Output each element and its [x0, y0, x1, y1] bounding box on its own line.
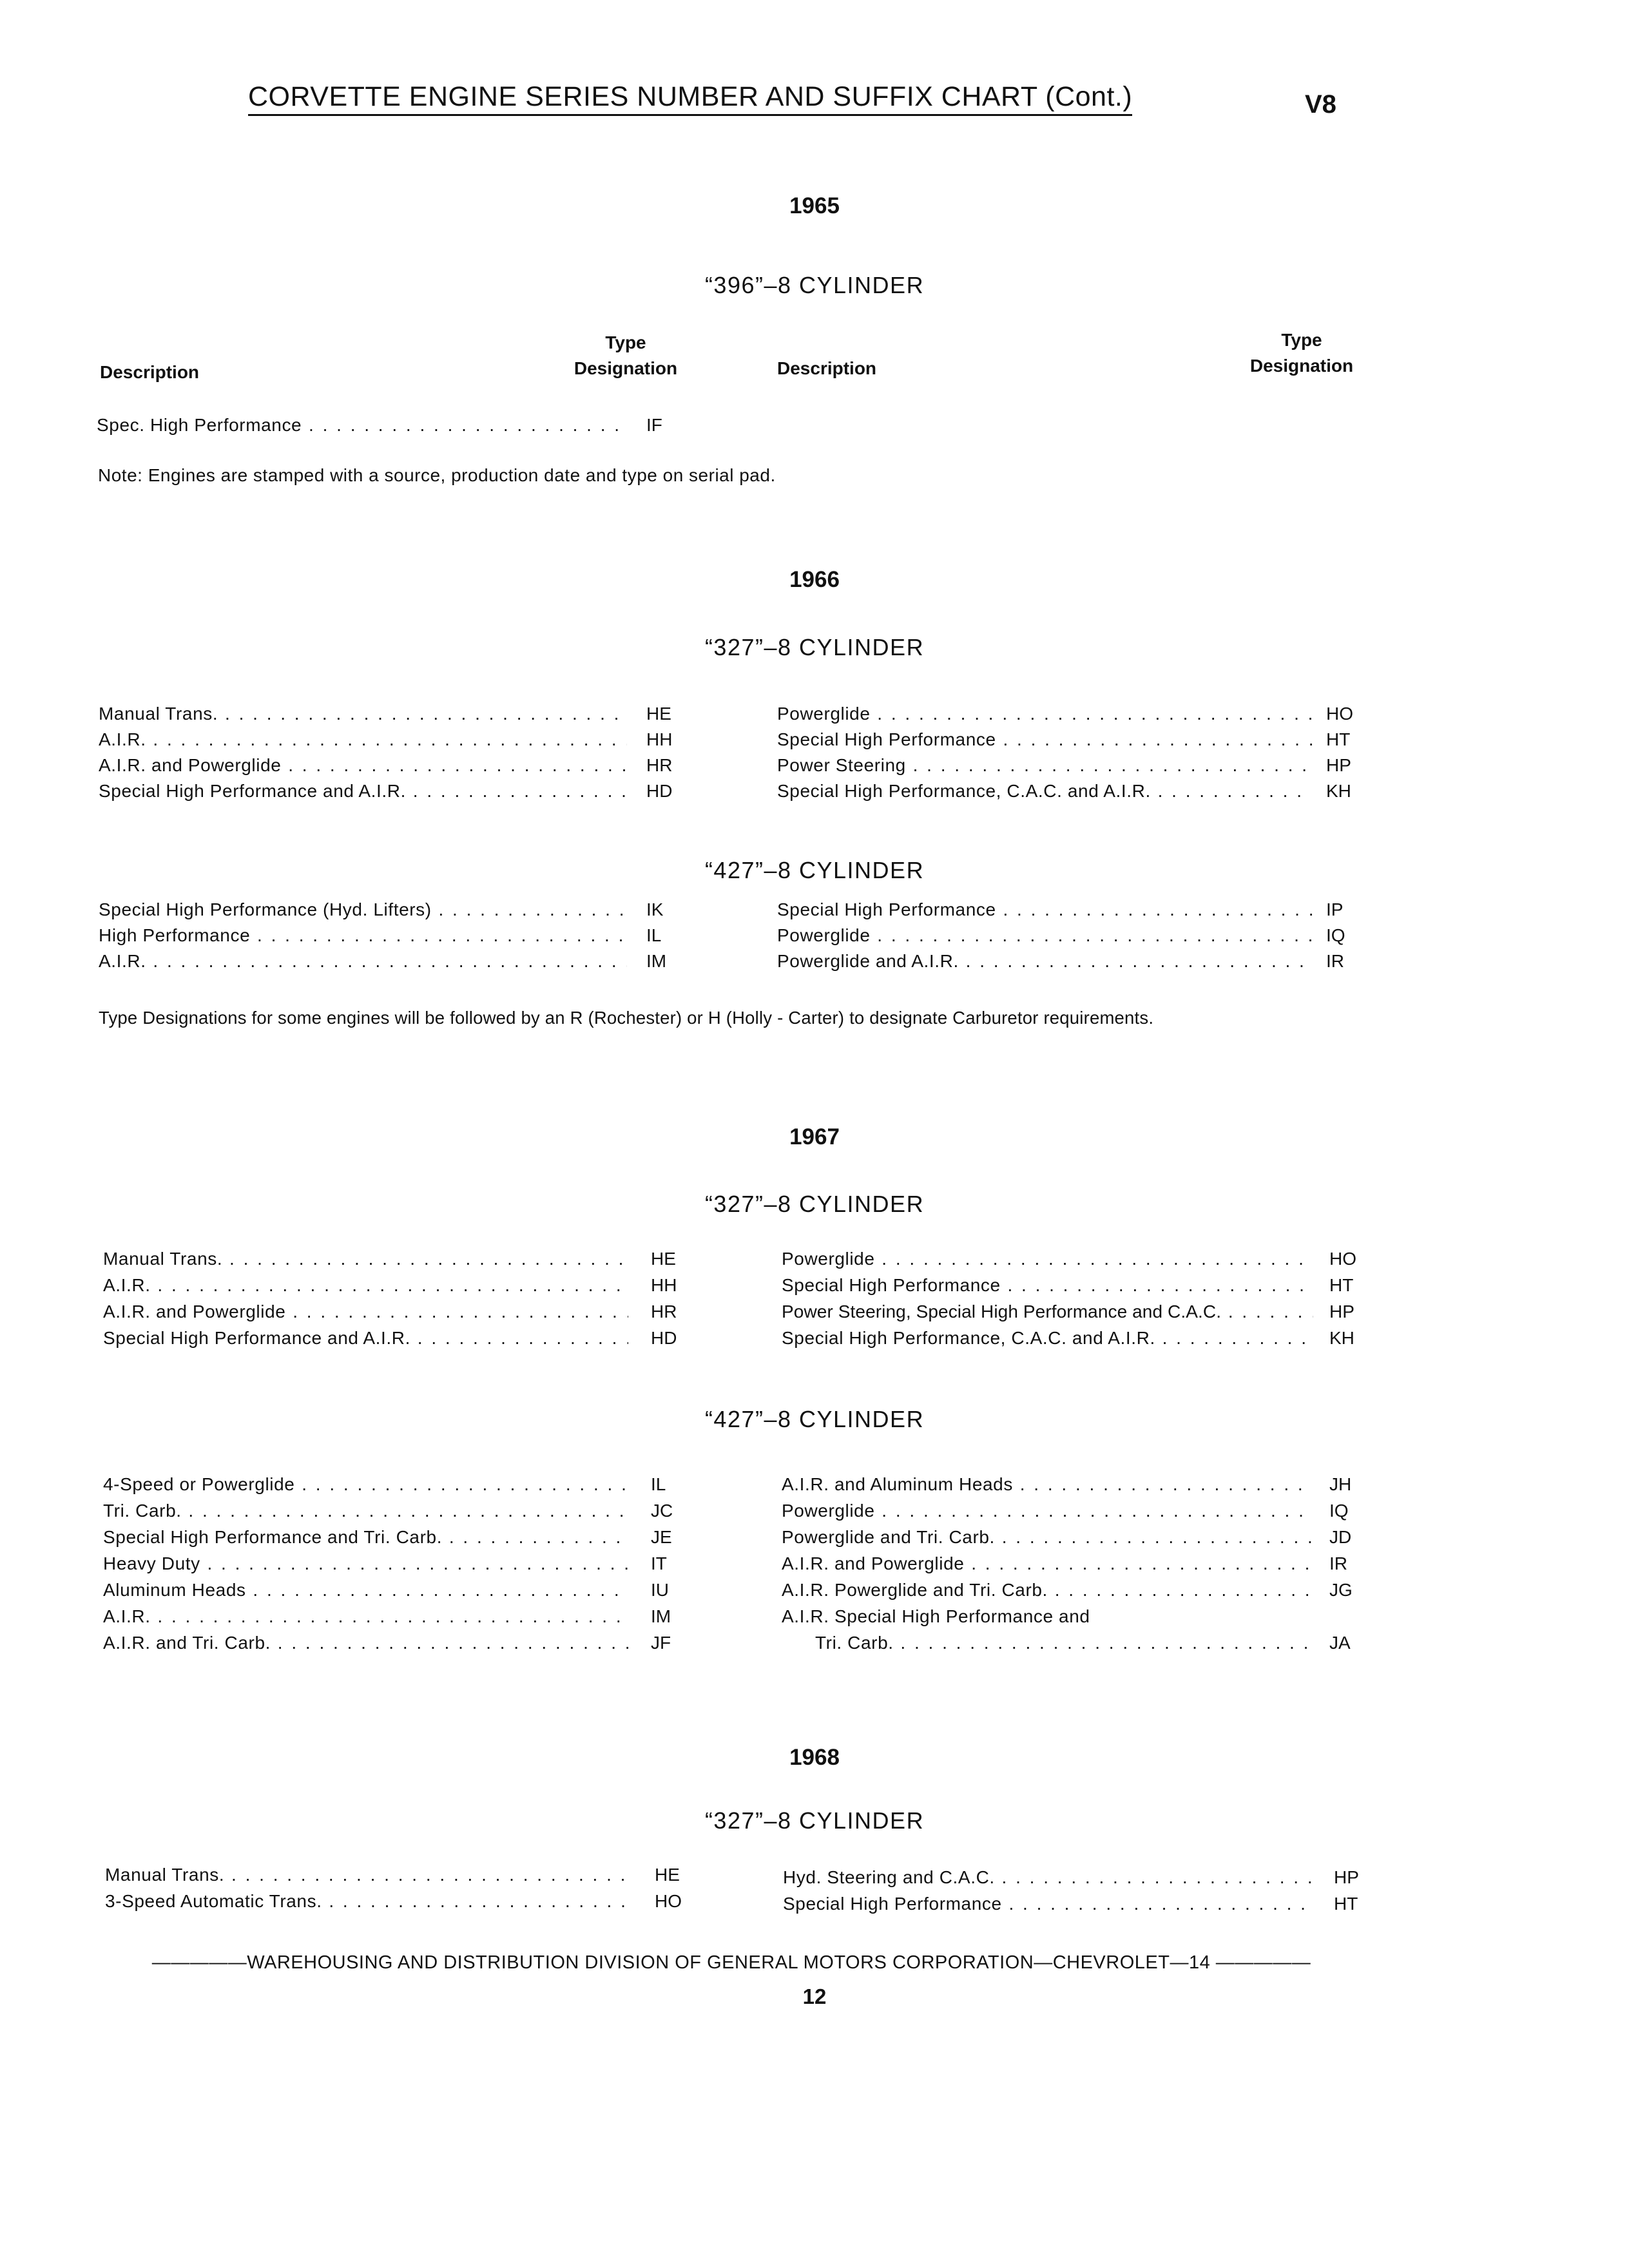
engine-description: A.I.R. and Tri. Carb. . . .	[103, 1630, 628, 1656]
engine-description: A.I.R. and Powerglide . . .	[103, 1299, 628, 1325]
type-designation: IM	[651, 1606, 671, 1626]
engine-row	[103, 1498, 683, 1524]
engine-row	[782, 1524, 1374, 1550]
type-designation: HP	[1326, 755, 1351, 775]
type-designation: HR	[651, 1302, 677, 1321]
engine-description: Powerglide . . .	[777, 701, 1312, 727]
engine-row	[782, 1325, 1374, 1351]
engine-description: Special High Performance and A.I.R. . . .	[99, 778, 627, 804]
type-designation: IL	[651, 1474, 666, 1494]
engine-type-label: V8	[1305, 90, 1336, 119]
engine-description: Hyd. Steering and C.A.C. . . .	[783, 1865, 1315, 1890]
engine-description: A.I.R. . . .	[103, 1273, 628, 1298]
type-designation: JE	[651, 1527, 672, 1547]
type-designation: JF	[651, 1633, 671, 1653]
type-designation: IQ	[1326, 925, 1345, 945]
type-designation: HO	[1326, 704, 1353, 724]
engine-row	[99, 897, 679, 923]
engine-row	[99, 701, 679, 727]
engine-description: Powerglide . . .	[782, 1498, 1313, 1524]
type-designation: HE	[646, 704, 671, 724]
engine-row	[103, 1630, 683, 1656]
engine-description: Tri. Carb. . . .	[815, 1630, 1313, 1656]
type-designation: HH	[651, 1275, 677, 1295]
engine-row	[103, 1472, 683, 1497]
engine-description: Special High Performance, C.A.C. and A.I.R. . . .	[782, 1325, 1313, 1351]
col-header-type-right-1: Type	[1281, 330, 1322, 350]
type-designation: KH	[1326, 781, 1351, 801]
engine-row	[777, 897, 1370, 923]
engine-description: A.I.R. and Powerglide . . .	[99, 753, 627, 778]
engine-description: A.I.R. . . .	[99, 727, 627, 753]
type-designation: HP	[1334, 1867, 1359, 1887]
engine-row	[99, 727, 679, 753]
type-designation: HD	[646, 781, 673, 801]
engine-description: Manual Trans. . . .	[105, 1862, 630, 1888]
type-designation: HO	[1329, 1249, 1356, 1269]
col-header-description-right: Description	[777, 358, 877, 378]
engine-row	[782, 1577, 1374, 1603]
engine-description: Special High Performance and Tri. Carb. . . .	[103, 1524, 628, 1550]
engine-description: High Performance . . .	[99, 923, 627, 948]
type-designation: HO	[655, 1891, 682, 1911]
type-designation: HE	[655, 1865, 680, 1885]
engine-row	[103, 1551, 683, 1577]
cylinder-427-1967-heading: “427”–8 CYLINDER	[704, 1406, 925, 1432]
engine-description: Aluminum Heads . . .	[103, 1577, 628, 1603]
type-designation: HP	[1329, 1302, 1354, 1321]
year-1967-heading: 1967	[789, 1124, 840, 1149]
engine-row	[777, 727, 1370, 753]
engine-row	[782, 1498, 1374, 1524]
type-designation: JH	[1329, 1474, 1352, 1494]
engine-description: A.I.R. . . .	[103, 1604, 628, 1629]
engine-description: Special High Performance and A.I.R. . . .	[103, 1325, 628, 1351]
type-designation: JD	[1329, 1527, 1352, 1547]
engine-row	[782, 1246, 1374, 1272]
type-designation: IT	[651, 1553, 667, 1573]
engine-row	[782, 1472, 1374, 1497]
cylinder-327-1968-heading: “327”–8 CYLINDER	[704, 1807, 925, 1834]
engine-row	[103, 1577, 683, 1603]
engine-row	[782, 1604, 1374, 1629]
type-designation: IF	[646, 415, 662, 435]
type-designation: IK	[646, 899, 664, 919]
type-designation: JC	[651, 1501, 673, 1521]
type-designation: HT	[1329, 1275, 1354, 1295]
cylinder-327-1967-heading: “327”–8 CYLINDER	[704, 1191, 925, 1217]
note-1966: Type Designations for some engines will be followed by an R (Rochester) or H (Holly - Carter) to designate Carburetor requirements.	[99, 1008, 1154, 1028]
engine-row	[99, 923, 679, 948]
year-1968-heading: 1968	[789, 1745, 840, 1770]
engine-description: Heavy Duty . . .	[103, 1551, 628, 1577]
type-designation: JA	[1329, 1633, 1351, 1653]
type-designation: IP	[1326, 899, 1344, 919]
engine-description: Manual Trans. . . .	[103, 1246, 628, 1272]
year-1965-heading: 1965	[789, 193, 840, 218]
engine-description: Special High Performance (Hyd. Lifters) . . .	[99, 897, 627, 923]
cylinder-327-1966-heading: “327”–8 CYLINDER	[704, 634, 925, 660]
engine-row	[782, 1630, 1374, 1656]
engine-row	[105, 1888, 685, 1914]
engine-row	[782, 1273, 1374, 1298]
type-designation: IL	[646, 925, 662, 945]
engine-description: Powerglide and A.I.R. . . .	[777, 948, 1312, 974]
engine-row	[777, 948, 1370, 974]
engine-description: A.I.R. and Aluminum Heads . . .	[782, 1472, 1313, 1497]
engine-description: A.I.R. and Powerglide . . .	[782, 1551, 1313, 1577]
engine-description: Powerglide and Tri. Carb. . . .	[782, 1524, 1313, 1550]
engine-description: Power Steering, Special High Performance and C.A.C. . . .	[782, 1299, 1313, 1325]
type-designation: JG	[1329, 1580, 1353, 1600]
engine-row	[782, 1551, 1374, 1577]
engine-row	[777, 923, 1370, 948]
engine-description: Spec. High Performance . . .	[97, 412, 625, 438]
type-designation: IU	[651, 1580, 669, 1600]
engine-row	[777, 753, 1370, 778]
col-header-type-right-2: Designation	[1249, 356, 1354, 376]
type-designation: HE	[651, 1249, 676, 1269]
page-footer: —————WAREHOUSING AND DISTRIBUTION DIVISION OF GENERAL MOTORS CORPORATION—CHEVROLET—14 —————	[151, 1952, 1311, 1973]
engine-row	[105, 1862, 685, 1888]
col-header-type-left-2: Designation	[574, 358, 678, 378]
cylinder-396-heading: “396”–8 CYLINDER	[704, 272, 925, 298]
engine-row	[99, 948, 679, 974]
note-1965: Note: Engines are stamped with a source, production date and type on serial pad.	[98, 465, 776, 485]
type-designation: HH	[646, 729, 673, 749]
engine-row	[99, 753, 679, 778]
col-header-description-left: Description	[100, 362, 200, 382]
engine-description: 3-Speed Automatic Trans. . . .	[105, 1888, 630, 1914]
engine-description: Special High Performance . . .	[777, 727, 1312, 753]
engine-description: Powerglide . . .	[782, 1246, 1313, 1272]
type-designation: HT	[1334, 1894, 1358, 1914]
engine-description: A.I.R. Powerglide and Tri. Carb. . . .	[782, 1577, 1313, 1603]
engine-description: Special High Performance . . .	[777, 897, 1312, 923]
engine-row	[777, 701, 1370, 727]
engine-row	[783, 1891, 1376, 1917]
engine-row	[103, 1604, 683, 1629]
type-designation: IM	[646, 951, 667, 971]
engine-row	[103, 1246, 683, 1272]
type-designation: HR	[646, 755, 673, 775]
engine-description: Special High Performance . . .	[783, 1891, 1315, 1917]
type-designation: IR	[1326, 951, 1344, 971]
engine-description: Manual Trans. . . .	[99, 701, 627, 727]
cylinder-427-1966-heading: “427”–8 CYLINDER	[704, 857, 925, 883]
engine-row	[103, 1273, 683, 1298]
engine-description: Powerglide . . .	[777, 923, 1312, 948]
type-designation: IQ	[1329, 1501, 1349, 1521]
year-1966-heading: 1966	[789, 567, 840, 592]
page-title: CORVETTE ENGINE SERIES NUMBER AND SUFFIX CHART (Cont.)	[248, 81, 1132, 116]
type-designation: KH	[1329, 1328, 1354, 1348]
engine-description: 4-Speed or Powerglide . . .	[103, 1472, 628, 1497]
page-number: 12	[802, 1984, 827, 2008]
engine-row	[103, 1299, 683, 1325]
engine-description: Power Steering . . .	[777, 753, 1312, 778]
engine-row	[99, 778, 679, 804]
type-designation: IR	[1329, 1553, 1347, 1573]
engine-row	[777, 778, 1370, 804]
engine-row	[103, 1325, 683, 1351]
engine-row	[783, 1865, 1376, 1890]
engine-description: Tri. Carb. . . .	[103, 1498, 628, 1524]
col-header-type-left-1: Type	[605, 332, 646, 352]
engine-description: A.I.R. Special High Performance and	[782, 1606, 1090, 1626]
engine-description: Special High Performance . . .	[782, 1273, 1313, 1298]
engine-description: Special High Performance, C.A.C. and A.I.R. . . .	[777, 778, 1312, 804]
engine-row	[97, 412, 677, 438]
type-designation: HT	[1326, 729, 1351, 749]
type-designation: HD	[651, 1328, 677, 1348]
engine-row	[782, 1299, 1374, 1325]
engine-row	[103, 1524, 683, 1550]
engine-description: A.I.R. . . .	[99, 948, 627, 974]
